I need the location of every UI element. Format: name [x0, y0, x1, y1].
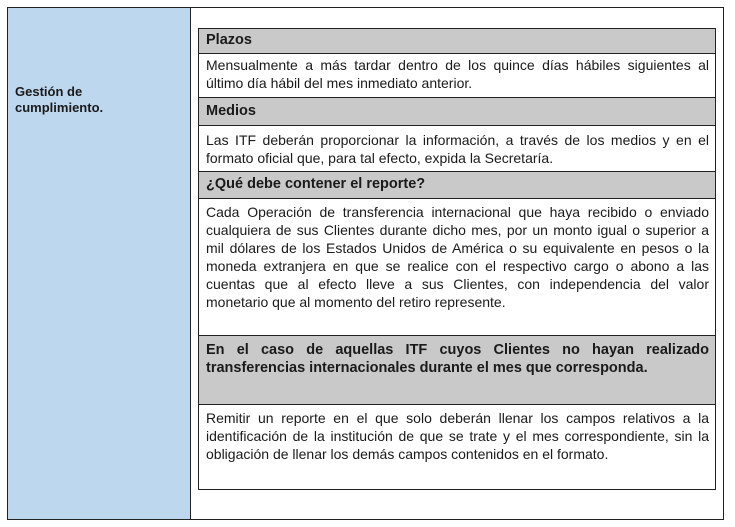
section-heading-plazos: Plazos [199, 29, 715, 54]
section-body-sin-transferencias: Remitir un reporte en el que solo deberán llenar los campos relativos a la identificación de la institución de que se trate y el mes correspondiente, sin la obligación de llenar los demás campos contenidos en el formato. [199, 405, 715, 490]
section-heading-contenido: ¿Qué debe contener el reporte? [199, 172, 715, 199]
section-heading-medios: Medios [199, 98, 715, 126]
right-column [191, 8, 723, 519]
section-heading-sin-transferencias: En el caso de aquellas ITF cuyos Clientes no hayan realizado transferencias internacionales durante el mes que corresponda. [199, 336, 715, 405]
section-body-medios: Las ITF deberán proporcionar la información, a través de los medios y en el formato oficial que, para tal efecto, expida la Secretaría. [199, 126, 715, 172]
inner-table [198, 28, 716, 490]
section-body-plazos: Mensualmente a más tardar dentro de los quince días hábiles siguientes al último día hábil del mes inmediato anterior. [199, 54, 715, 98]
row-label: Gestión de cumplimiento. [15, 84, 104, 115]
outer-table [7, 7, 724, 520]
section-body-contenido: Cada Operación de transferencia internacional que haya recibido o enviado cualquiera de sus Clientes durante dicho mes, por un monto igual o superior a mil dólares de los Estados Unidos de América o su equivalente en pesos o la moneda extranjera en que se realice con el respectivo cargo o abono a las cuentas que al efecto lleve a sus Clientes, con independencia del valor monetario que al momento del retiro represente. [199, 199, 715, 336]
left-column [8, 8, 191, 519]
